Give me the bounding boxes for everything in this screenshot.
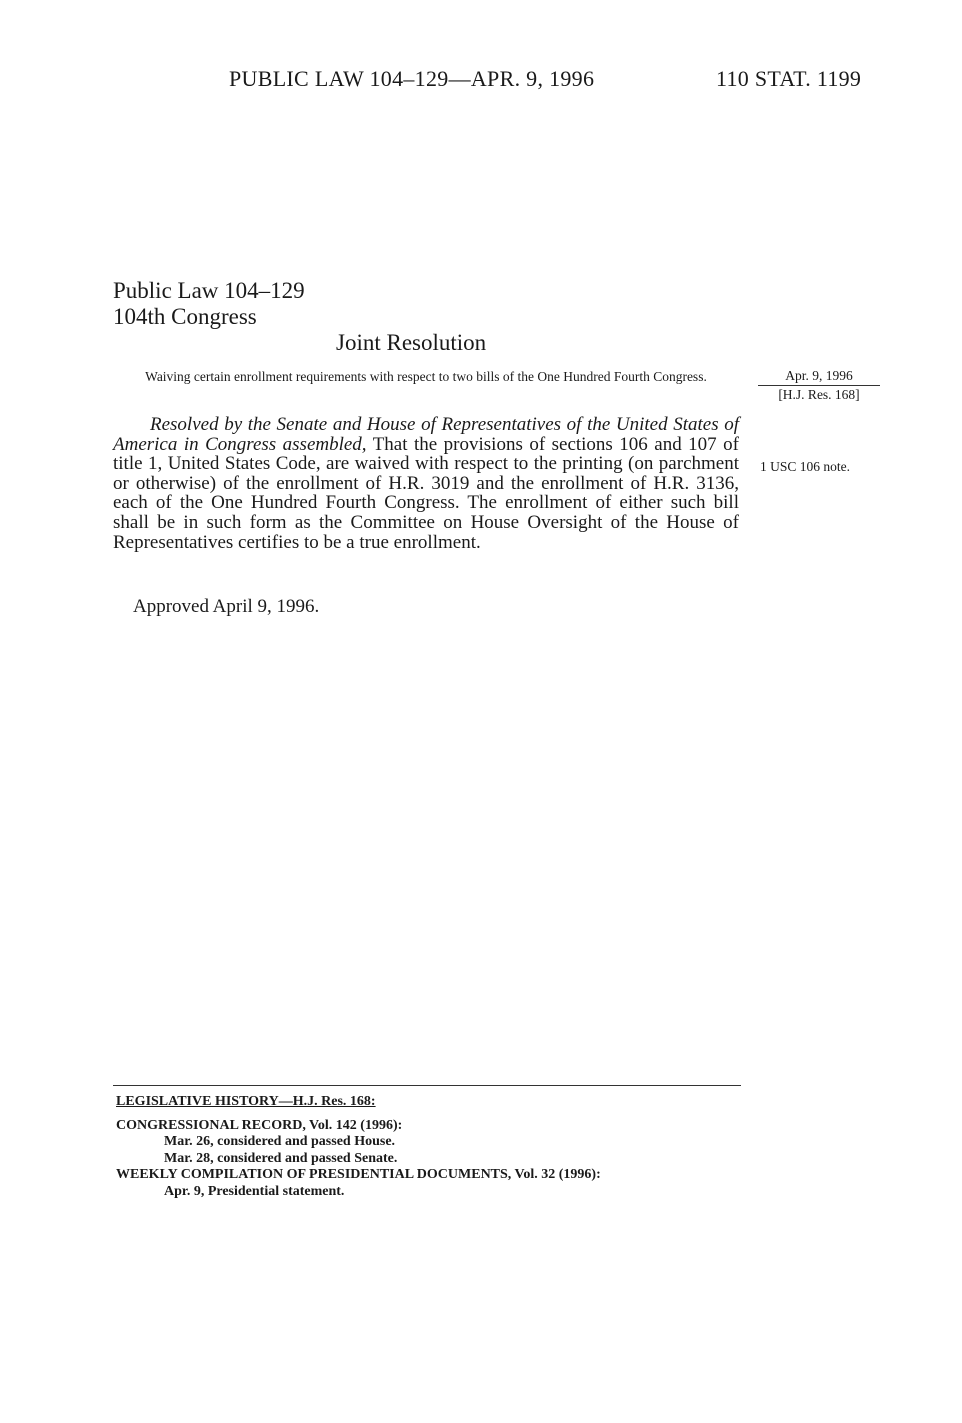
enacting-clause: Resolved by the Senate and House of Representatives of the United States of America in Congress assembled, bbox=[113, 414, 739, 455]
congress-label: 104th Congress bbox=[113, 304, 257, 329]
legislative-history bbox=[116, 1094, 601, 1201]
page-citation: 110 STAT. 1199 bbox=[716, 66, 862, 91]
history-line: Apr. 9, Presidential statement. bbox=[164, 1183, 345, 1199]
margin-note-usc: 1 USC 106 note. bbox=[760, 459, 851, 474]
resolution-text bbox=[113, 415, 739, 552]
resolution-body: That the provisions of sections 106 and 107 of title 1, United States Code, are waived with respect to the printing (on parchment or otherwise) of the enrollment of H.R. 3019 and the enrollment of H.R. 3136, each of the One Hundred Fourth Congress. The enrollment of either such bill shall be in such form as the Committee on House Oversight of the House of Representatives certifies to be a true enrollment. bbox=[113, 433, 739, 553]
history-line: WEEKLY COMPILATION OF PRESIDENTIAL DOCUMENTS, Vol. 32 (1996): bbox=[116, 1167, 601, 1183]
purpose-statement: Waiving certain enrollment requirements with respect to two bills of the One Hundred Fourth Congress. bbox=[145, 369, 707, 384]
history-divider bbox=[113, 1085, 741, 1086]
history-heading: LEGISLATIVE HISTORY—H.J. Res. 168: bbox=[116, 1094, 376, 1109]
document-type-heading: Joint Resolution bbox=[336, 330, 487, 355]
margin-note-bill: [H.J. Res. 168] bbox=[778, 387, 860, 402]
law-number: Public Law 104–129 bbox=[113, 278, 305, 303]
approval-date: Approved April 9, 1996. bbox=[133, 596, 320, 617]
margin-note-date: Apr. 9, 1996 bbox=[758, 368, 880, 386]
history-line: CONGRESSIONAL RECORD, Vol. 142 (1996): bbox=[116, 1117, 403, 1133]
running-head-left: PUBLIC LAW 104–129—APR. 9, 1996 bbox=[229, 66, 595, 91]
history-line: Mar. 28, considered and passed Senate. bbox=[164, 1150, 398, 1166]
history-line: Mar. 26, considered and passed House. bbox=[164, 1134, 396, 1150]
